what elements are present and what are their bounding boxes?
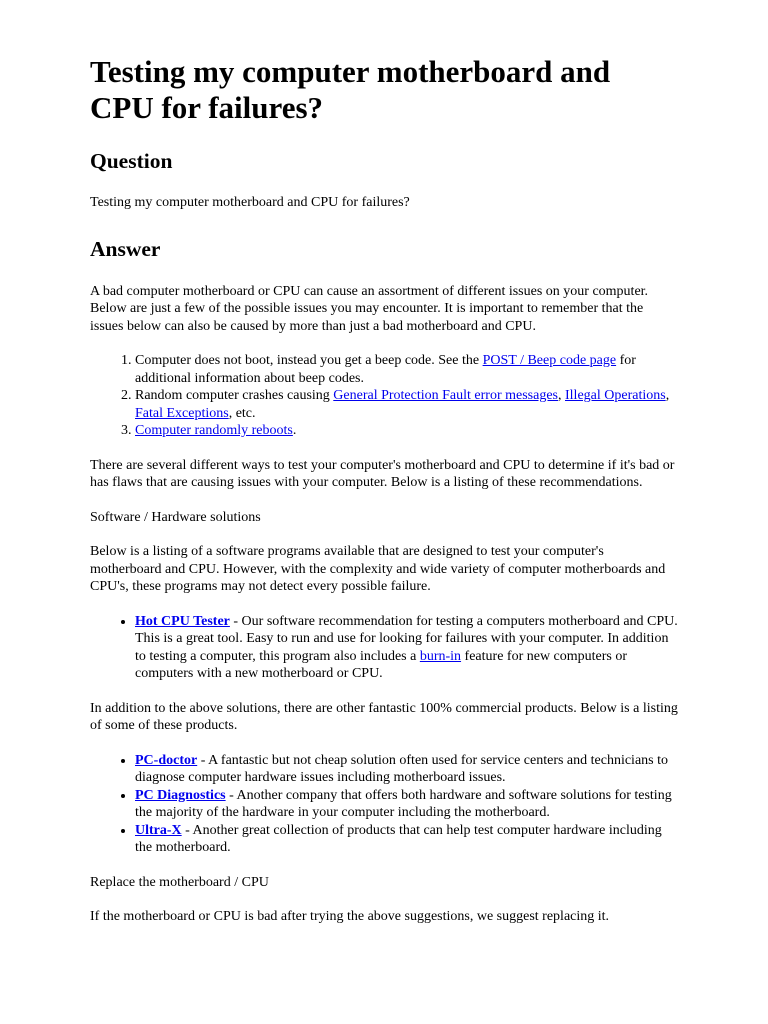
sw-hw-heading: Software / Hardware solutions <box>90 509 261 525</box>
product-item: • PC Diagnostics - Another company that offers both hardware and software solutions for testing the majority of the hardware in your computer including the motherboard. <box>135 787 678 822</box>
page-title: Testing my computer motherboard and CPU for failures? <box>90 54 611 125</box>
answer-heading: Answer <box>90 236 161 261</box>
hot-cpu-tester-link[interactable]: Hot CPU Tester <box>135 613 230 629</box>
question-text: Testing my computer motherboard and CPU for failures? <box>90 195 410 210</box>
hot-cpu-item: • Hot CPU Tester - Our software recommendation for testing a computers motherboard and CPU. This is a great tool. Easy to run and use for looking for failures with your computer. In addition to testing a computer, this program also includes a burn-in feature for new computers or computers with a new motherboard or CPU. <box>135 613 678 683</box>
product-item: • Ultra-X - Another great collection of products that can help test computer hardware including the motherboard. <box>135 822 678 857</box>
software-listing-paragraph: Below is a listing of a software programs available that are designed to test your computer's motherboard and CPU. However, with the complexity and wide variety of computer motherboards and CPU's, these programs may not detect every possible failure. <box>90 544 666 594</box>
replace-heading: Replace the motherboard / CPU <box>90 874 269 890</box>
gpf-error-link[interactable]: General Protection Fault error messages <box>333 388 558 403</box>
illegal-operations-link[interactable]: Illegal Operations <box>565 388 666 403</box>
question-heading: Question <box>90 149 173 173</box>
issue-item-1: 1. Computer does not boot, instead you get a beep code. See the POST / Beep code page for additional information about beep codes. <box>135 352 678 387</box>
final-paragraph: If the motherboard or CPU is bad after trying the above suggestions, we suggest replacing it. <box>90 909 610 924</box>
commercial-products-paragraph: In addition to the above solutions, there are other fantastic 100% commercial products. Below is a listing of some of these products. <box>90 700 678 733</box>
intro-paragraph: A bad computer motherboard or CPU can cause an assortment of different issues on your computer. Below are just a few of the possible issues you may encounter. It is important to remember that the issues below can also be caused by more than just a bad motherboard and CPU. <box>90 283 649 334</box>
burn-in-link[interactable]: burn-in <box>419 648 462 664</box>
issue-item-3: 3. Computer randomly reboots. <box>135 422 678 440</box>
several-ways-paragraph: There are several different ways to test your computer's motherboard and CPU to determine if it's bad or has flaws that are causing issues with your computer. Below is a listing of these recommendations. <box>90 457 675 490</box>
post-beep-code-link[interactable]: POST / Beep code page <box>482 353 617 368</box>
issue-item-2: 2. Random computer crashes causing General Protection Fault error messages, Illegal Operations, Fatal Exceptions, etc. <box>135 387 678 422</box>
random-reboots-link[interactable]: Computer randomly reboots <box>135 423 293 438</box>
issues-list <box>90 352 678 440</box>
pc-diagnostics-link[interactable]: PC Diagnostics <box>135 787 226 803</box>
pc-doctor-link[interactable]: PC-doctor <box>135 752 198 768</box>
products-list <box>90 752 678 857</box>
ultra-x-link[interactable]: Ultra-X <box>135 822 182 838</box>
software-list <box>90 613 678 683</box>
fatal-exceptions-link[interactable]: Fatal Exceptions <box>135 405 229 421</box>
product-item: • PC-doctor - A fantastic but not cheap solution often used for service centers and technicians to diagnose computer hardware issues including motherboard issues. <box>135 752 678 787</box>
